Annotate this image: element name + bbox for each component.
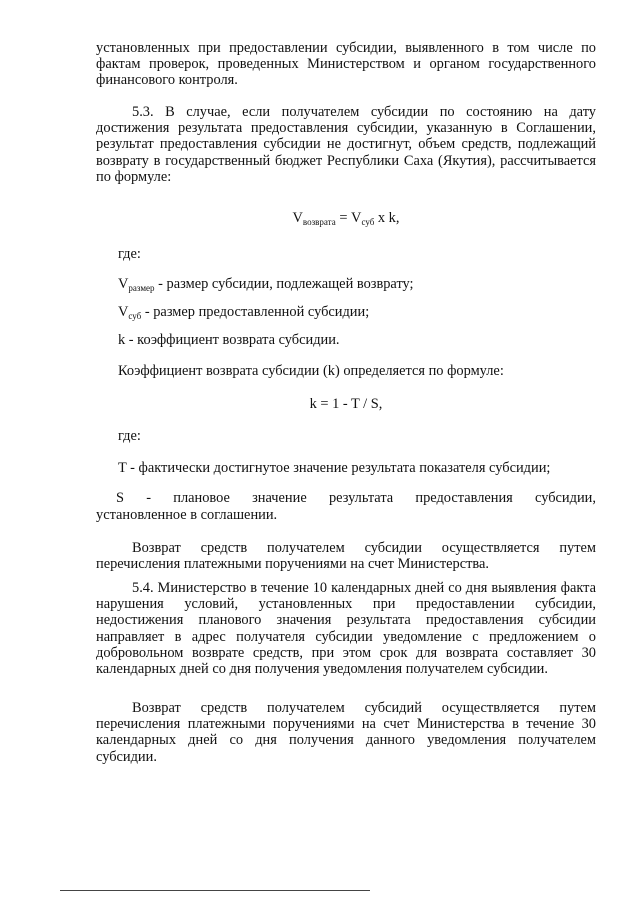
definition-v-subsidy [118, 304, 369, 321]
defs-word: значение [252, 490, 307, 506]
defs-word: предоставления [415, 490, 513, 506]
formula-v: V [292, 210, 303, 226]
formula-end: x k, [374, 210, 400, 226]
defs-word: результата [328, 490, 394, 506]
definition-s-line1 [116, 490, 596, 507]
formula-coefficient: k = 1 - T / S, [309, 396, 383, 412]
definition-v-size [118, 276, 414, 293]
paragraph-continuation: установленных при предоставлении субсидии, выявленного в том числе по фактам проверок, проведенных Министерством и органом государственного финансового контроля. [96, 40, 596, 89]
formula-sub-subsidy: суб [361, 217, 375, 227]
def-v: V [118, 304, 129, 320]
definition-s-line2: установленное в соглашении. [96, 507, 278, 523]
formula-sub-return: возврата [302, 217, 336, 227]
defs-word: субсидии, [535, 490, 596, 506]
def-text-subsidy: - размер предоставленной субсидии; [141, 304, 370, 320]
paragraph-5-3: 5.3. В случае, если получателем субсидии по состоянию на дату достижения результата предоставления субсидии, указанную в Соглашении, результат предоставления субсидии не достигнут, объем средств, подлежащий возврату в государственный бюджет Республики Саха (Якутия), рассчитывается по формуле: [96, 104, 596, 185]
formula-mid: = V [335, 210, 362, 226]
coefficient-intro: Коэффициент возврата субсидии (k) определяется по формуле: [118, 363, 504, 379]
defs-word: плановое [173, 490, 230, 506]
definition-k: k - коэффициент возврата субсидии. [118, 332, 340, 348]
definition-t: T - фактически достигнутое значение результата показателя субсидии; [118, 460, 551, 476]
where-label-1: где: [118, 246, 141, 262]
defs-word: - [146, 490, 152, 506]
where-label-2: где: [118, 428, 141, 444]
formula-return-volume [96, 210, 596, 227]
def-v: V [118, 276, 129, 292]
paragraph-return-deadline: Возврат средств получателем субсидий осуществляется путем перечисления платежными поручениями на счет Министерства в течение 30 календарных дней со дня получения данного уведомления получателем субсидии. [96, 700, 596, 765]
def-sub-size: размер [128, 283, 155, 293]
paragraph-return-method: Возврат средств получателем субсидии осуществляется путем перечисления платежными поручениями на счет Министерства. [96, 540, 596, 573]
footer-divider [60, 890, 370, 891]
def-sub-subsidy: суб [128, 311, 142, 321]
defs-word: S [116, 490, 125, 506]
paragraph-5-4: 5.4. Министерство в течение 10 календарных дней со дня выявления факта нарушения условий, установленных при предоставлении субсидии, недостижения планового значения результата предоставления субсидии направляет в адрес получателя субсидии уведомление с предложением о добровольном возврате средств, при этом срок для возврата составляет 30 календарных дней со дня получения уведомления получателем субсидии. [96, 580, 596, 678]
def-text-size: - размер субсидии, подлежащей возврату; [154, 276, 414, 292]
